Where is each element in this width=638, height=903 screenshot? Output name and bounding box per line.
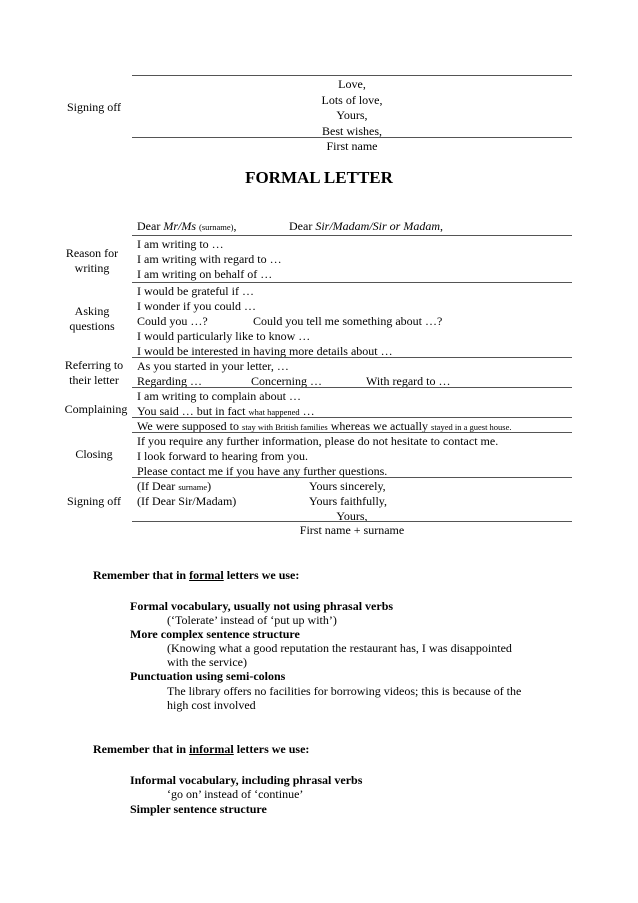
intro-text: letters we use: [233,742,310,756]
informal-note-text: ‘go on’ instead of ‘continue’ [167,787,304,801]
asking-line: I wonder if you could … [137,299,256,313]
formal-note-text: high cost involved [167,698,256,712]
divider [132,357,572,358]
formal-note-heading: Formal vocabulary, usually not using phrasal verbs [130,599,394,613]
reason-line: I am writing with regard to … [137,252,282,266]
section-label-referring: Referring to their letter [64,358,124,387]
asking-line: Could you tell me something about …? [253,314,443,328]
greeting-sir-madam: Sir/Madam/Sir or Madam [315,219,440,233]
intro-emphasis: formal [189,568,224,582]
complaining-text: … [299,404,315,418]
complaining-small-text: stayed in a guest house. [431,422,512,432]
reason-line: I am writing to … [137,237,224,251]
informal-note-heading: Informal vocabulary, including phrasal verbs [130,773,363,787]
referring-line: Regarding … [137,374,202,388]
formal-note-heading: Punctuation using semi-colons [130,669,286,683]
asking-line: I would be interested in having more details about … [137,344,393,358]
intro-text: Remember that in [93,742,190,756]
sign-off-line: Yours, [336,108,368,122]
divider [132,432,572,433]
complaining-small-text: stay with British families [242,422,328,432]
formal-sign-off-line: Yours, [336,509,368,523]
divider [132,75,572,76]
closing-line: If you require any further information, please do not hesitate to contact me. [137,434,499,448]
formal-sign-off-text: ) [207,479,212,493]
informal-notes-intro [93,742,309,757]
closing-line: Please contact me if you have any further questions. [137,464,388,478]
section-label-signing-off-informal: Signing off [66,100,122,114]
closing-line: I look forward to hearing from you. [137,449,308,463]
sign-off-line: Best wishes, [322,123,382,138]
intro-text: letters we use: [223,568,300,582]
divider [132,137,572,138]
section-label-signing-off-formal: Signing off [66,494,122,508]
greeting-mr-ms: Mr/Ms [163,219,196,233]
formal-note-text: The library offers no facilities for borrowing videos; this is because of the [167,684,522,698]
asking-line: I would particularly like to know … [137,329,311,343]
formal-notes-intro [93,568,299,583]
asking-line: I would be grateful if … [137,284,254,298]
divider [132,521,572,522]
formal-sign-off-line: (If Dear Sir/Madam) [137,494,237,508]
sign-off-line: Love, [338,77,366,91]
referring-line: With regard to … [366,374,451,388]
formal-sign-off-line: Yours sincerely, [309,479,386,493]
complaining-small-text: what happened [248,407,300,417]
complaining-text: You said … but in fact [137,404,249,418]
formal-sign-off-small: surname [178,482,208,492]
referring-line: As you started in your letter, … [137,359,289,373]
asking-line: Could you …? [137,314,208,328]
divider [132,282,572,283]
section-label-complaining: Complaining [64,402,128,416]
section-label-closing: Closing [75,447,113,461]
page-title: FORMAL LETTER [245,168,393,187]
formal-sign-off-line: Yours faithfully, [309,494,388,508]
divider [132,417,572,418]
divider [132,387,572,388]
formal-note-heading: More complex sentence structure [130,627,300,641]
divider [132,235,572,236]
greeting-surname: (surname) [199,222,234,232]
complaining-text: We were supposed to [137,419,243,433]
formal-note-text: (‘Tolerate’ instead of ‘put up with’) [167,613,337,627]
formal-note-text: with the service) [167,655,247,669]
divider [132,477,572,478]
formal-sign-off-line [137,479,211,495]
sign-off-line: Lots of love, [321,92,383,107]
greeting-comma-2: , [440,219,443,233]
intro-text: Remember that in [93,568,190,582]
formal-sign-off-name: First name + surname [299,523,405,537]
greeting-line [137,219,236,235]
sign-off-first-name: First name [326,139,378,153]
formal-note-text: (Knowing what a good reputation the restaurant has, I was disappointed [167,641,512,655]
complaining-line: I am writing to complain about … [137,389,301,403]
formal-sign-off-text: (If Dear [137,479,179,493]
referring-line: Concerning … [251,374,322,388]
complaining-text: whereas we actually [327,419,432,433]
section-label-reason: Reason for writing [65,246,119,275]
informal-note-heading: Simpler sentence structure [130,802,267,816]
greeting-line-2 [289,219,443,234]
section-label-asking: Asking questions [69,304,115,333]
intro-emphasis: informal [189,742,234,756]
greeting-dear-2: Dear [289,219,316,233]
greeting-dear: Dear [137,219,164,233]
reason-line: I am writing on behalf of … [137,267,273,281]
greeting-comma: , [233,219,237,233]
